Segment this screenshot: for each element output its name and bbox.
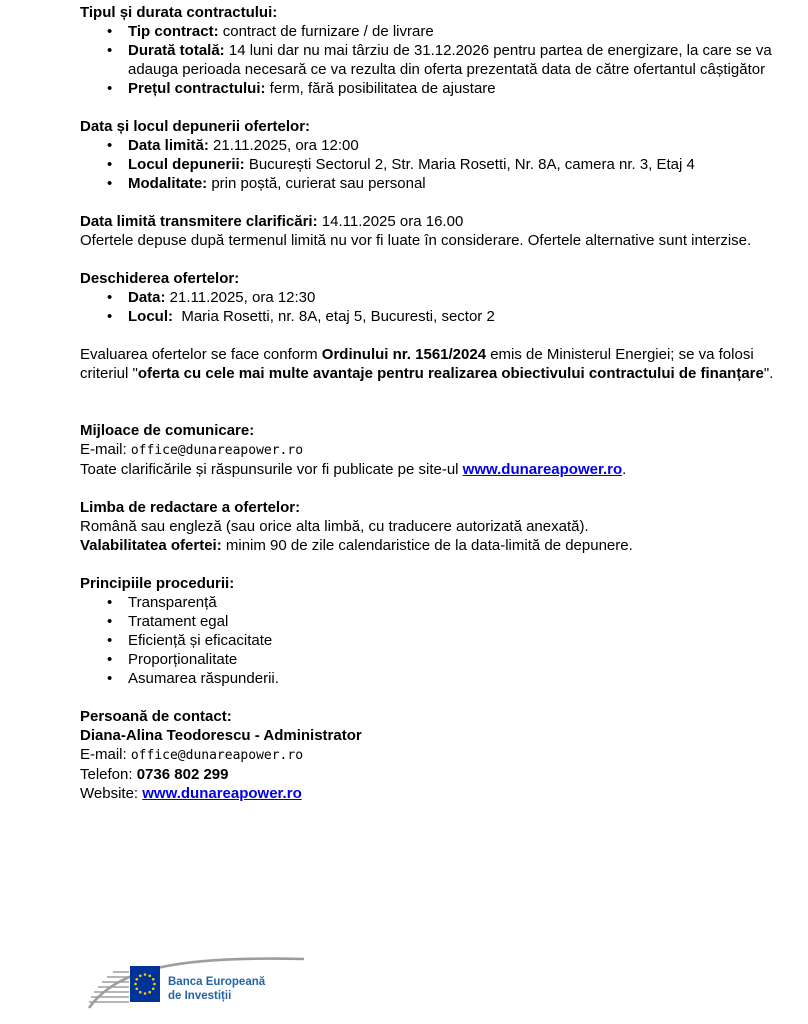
phone-number: 0736 802 299 xyxy=(136,766,229,783)
email-label: E-mail: xyxy=(80,746,131,763)
validity-line xyxy=(80,536,790,555)
email-address: office@dunareapower.ro xyxy=(130,443,304,458)
communication-email-line xyxy=(80,440,790,460)
validity-text: minim 90 de zile calendaristice de la data-limită de depunere. xyxy=(221,537,633,554)
bullet-label: Data limită: xyxy=(128,137,209,154)
bullet-text: 21.11.2025, ora 12:00 xyxy=(208,137,359,154)
bullet-label: Modalitate: xyxy=(128,175,208,192)
clarification-label: Data limită transmitere clarificări: xyxy=(80,213,318,230)
list-item xyxy=(80,307,790,326)
list-item xyxy=(80,22,790,41)
contract-type-list xyxy=(80,22,790,98)
eib-logo xyxy=(88,954,318,1019)
bullet-text: Maria Rosetti, nr. 8A, etaj 5, Bucuresti, sector 2 xyxy=(173,308,495,325)
eib-logo-graphic xyxy=(88,954,318,1014)
submission-list xyxy=(80,136,790,193)
clarification-line xyxy=(80,212,790,231)
eib-name-line2: de Investiții xyxy=(168,990,232,1002)
email-label: E-mail: xyxy=(80,441,131,458)
section-language xyxy=(80,498,790,555)
communication-clarifications-line xyxy=(80,460,790,479)
list-item: • Proporționalitate xyxy=(80,650,790,669)
website-label: Website: xyxy=(80,785,143,802)
evaluation-text: emis de Ministerul Energiei; se va folosi criteriul " xyxy=(80,346,758,382)
clarification-value: 14.11.2025 ora 16.00 xyxy=(317,213,464,230)
bullet-label: Prețul contractului: xyxy=(128,80,266,97)
bullet-label: Tip contract: xyxy=(128,23,219,40)
list-item xyxy=(80,136,790,155)
bullet-text: ferm, fără posibilitatea de ajustare xyxy=(265,80,496,97)
bullet-text: 14 luni dar nu mai târziu de 31.12.2026 pentru partea de energizare, la care se va adauga perioada necesară ce va rezulta din oferta prezentată data de către ofertantul câștigător xyxy=(128,42,776,78)
opening-list xyxy=(80,288,790,326)
email-address: office@dunareapower.ro xyxy=(130,748,304,763)
principles-heading: Principiile procedurii: xyxy=(80,575,235,592)
list-item xyxy=(80,79,790,98)
website-link[interactable]: www.dunareapower.ro xyxy=(142,785,302,802)
section-evaluation xyxy=(80,345,790,383)
list-item xyxy=(80,155,790,174)
submission-heading: Data și locul depunerii ofertelor: xyxy=(80,118,311,135)
eib-name-line1: Banca Europeană xyxy=(168,976,266,988)
evaluation-order-ref: Ordinului nr. 1561/2024 xyxy=(321,346,487,363)
phone-label: Telefon: xyxy=(80,766,137,783)
bullet-text: București Sectorul 2, Str. Maria Rosetti, Nr. 8A, camera nr. 3, Etaj 4 xyxy=(244,156,695,173)
list-item xyxy=(80,288,790,307)
section-submission xyxy=(80,117,790,193)
bullet-text: 21.11.2025, ora 12:30 xyxy=(165,289,316,306)
bullet-label: Data: xyxy=(128,289,166,306)
bullet-label: Locul depunerii: xyxy=(128,156,245,173)
list-item: • Tratament egal xyxy=(80,612,790,631)
validity-label: Valabilitatea ofertei: xyxy=(80,537,222,554)
bullet-label: Durată totală: xyxy=(128,42,225,59)
language-line: Română sau engleză (sau orice alta limbă, cu traducere autorizată anexată). xyxy=(80,518,589,535)
contract-type-heading: Tipul și durata contractului: xyxy=(80,4,278,21)
evaluation-text: Evaluarea ofertelor se face conform xyxy=(80,346,322,363)
contact-phone-line xyxy=(80,765,790,784)
communication-heading: Mijloace de comunicare: xyxy=(80,422,255,439)
contact-heading: Persoană de contact: xyxy=(80,708,232,725)
clarifications-text: Toate clarificările și răspunsurile vor fi publicate pe site-ul xyxy=(80,461,463,478)
bullet-text: prin poștă, curierat sau personal xyxy=(207,175,426,192)
eib-bridge-lines xyxy=(89,972,129,1002)
after-link-text: . xyxy=(622,461,627,478)
website-link[interactable]: www.dunareapower.ro xyxy=(462,461,623,478)
list-item xyxy=(80,41,790,79)
bullet-label: Locul: xyxy=(128,308,173,325)
principles-list xyxy=(80,593,790,688)
contact-name: Diana-Alina Teodorescu - Administrator xyxy=(80,727,362,744)
list-item: • Transparență xyxy=(80,593,790,612)
list-item: • Asumarea răspunderii. xyxy=(80,669,790,688)
section-principles xyxy=(80,574,790,688)
section-contract-type xyxy=(80,3,790,98)
section-contact xyxy=(80,707,790,803)
language-heading: Limba de redactare a ofertelor: xyxy=(80,499,301,516)
contact-email-line xyxy=(80,745,790,765)
opening-heading: Deschiderea ofertelor: xyxy=(80,270,240,287)
list-item: • Eficiență și eficacitate xyxy=(80,631,790,650)
section-clarification xyxy=(80,212,790,250)
clarification-note: Ofertele depuse după termenul limită nu vor fi luate în considerare. Ofertele alternative sunt interzise. xyxy=(80,232,752,249)
contact-website-line xyxy=(80,784,790,803)
section-opening xyxy=(80,269,790,326)
evaluation-paragraph xyxy=(80,345,790,383)
evaluation-text: ". xyxy=(763,365,774,382)
list-item xyxy=(80,174,790,193)
bullet-text: contract de furnizare / de livrare xyxy=(218,23,434,40)
evaluation-criterion: oferta cu cele mai multe avantaje pentru realizarea obiectivului contractului de finanțare xyxy=(137,365,764,382)
section-communication xyxy=(80,421,790,479)
